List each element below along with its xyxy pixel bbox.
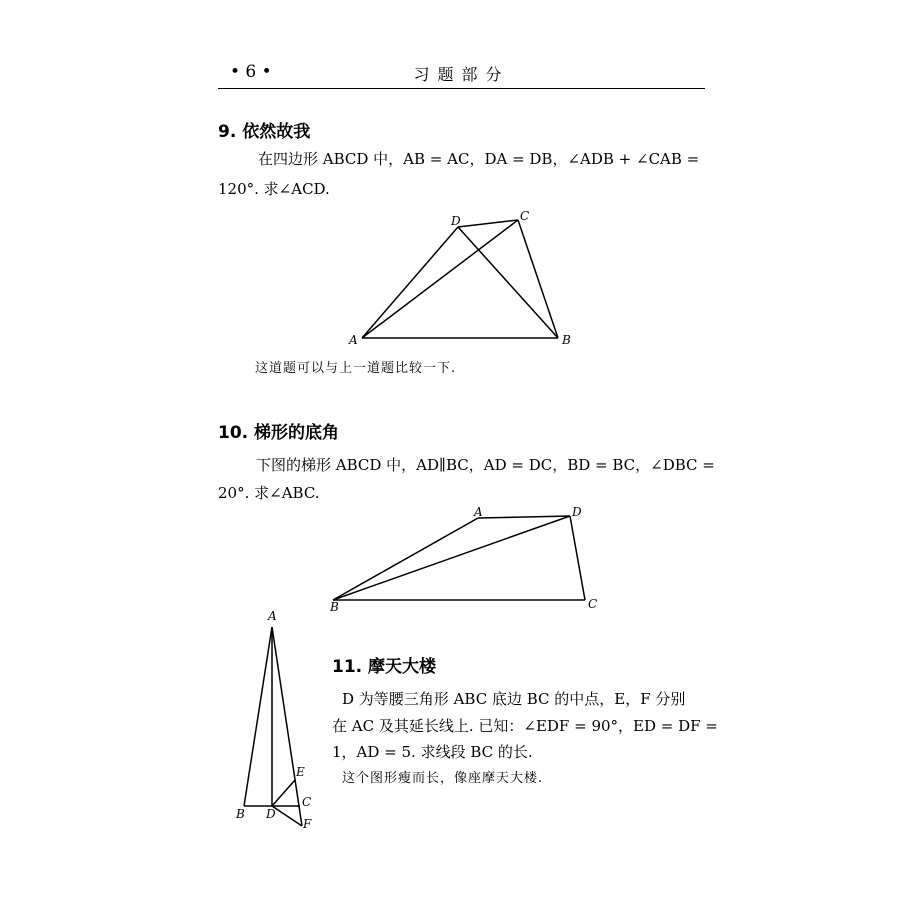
p9-label-b: B (562, 333, 571, 347)
p9-label-c: C (520, 209, 530, 223)
p9-label-d: D (451, 214, 461, 228)
problem-11-line-1: D 为等腰三角形 ABC 底边 BC 的中点，E，F 分别 (342, 690, 686, 708)
problem-9-line-2: 120°. 求∠ACD. (218, 180, 330, 198)
problem-9-heading: 9. 依然故我 (218, 122, 311, 142)
problem-11-line-2: 在 AC 及其延长线上. 已知：∠EDF = 90°，ED = DF = (332, 717, 718, 735)
p11-label-d: D (266, 807, 276, 821)
problem-10-line-1: 下图的梯形 ABCD 中，AD∥BC，AD = DC，BD = BC，∠DBC = (256, 456, 715, 474)
problem-10-heading: 10. 梯形的底角 (218, 423, 340, 443)
p11-label-a: A (268, 609, 277, 623)
problem-9-note: 这道题可以与上一道题比较一下. (255, 361, 457, 376)
problem-11-heading: 11. 摩天大楼 (332, 657, 437, 677)
p11-segment-de (272, 780, 295, 806)
p10-label-b: B (330, 600, 339, 614)
p10-label-d: D (572, 505, 582, 519)
problem-9-line-1: 在四边形 ABCD 中，AB = AC，DA = DB，∠ADB + ∠CAB = (258, 150, 700, 168)
running-title: 习题部分 (413, 65, 510, 84)
problem-10-line-2: 20°. 求∠ABC. (218, 484, 320, 502)
p11-label-b: B (236, 807, 245, 821)
p10-label-a: A (474, 505, 483, 519)
p9-label-a: A (349, 333, 358, 347)
p11-label-c: C (302, 795, 312, 809)
p11-label-f: F (303, 817, 312, 831)
page-number: • 6 • (230, 62, 272, 82)
problem-11-line-3: 1，AD = 5. 求线段 BC 的长. (332, 743, 533, 761)
p11-segment-df (272, 806, 302, 826)
p11-label-e: E (296, 765, 305, 779)
p11-segment-ab (244, 627, 272, 806)
p11-segment-acf (272, 627, 302, 826)
problem-11-note: 这个图形瘦而长，像座摩天大楼. (342, 771, 544, 786)
p10-label-c: C (588, 597, 598, 611)
